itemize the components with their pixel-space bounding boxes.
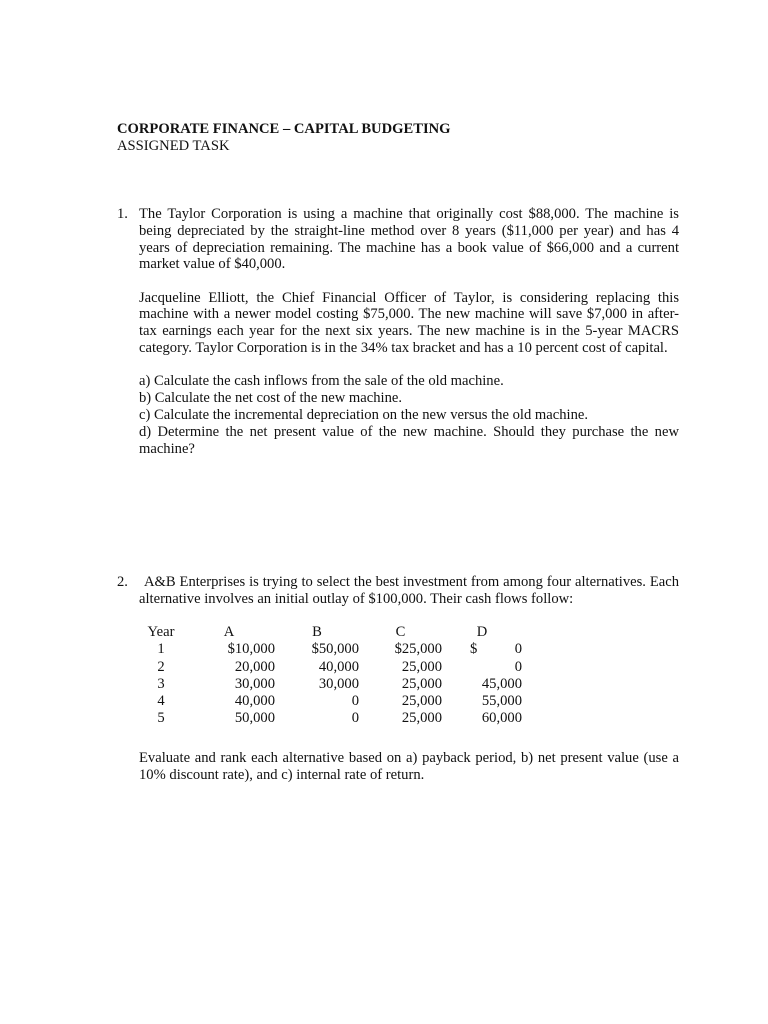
table-cell-year: 4 bbox=[157, 692, 165, 709]
table-row bbox=[139, 676, 522, 693]
table-cell-b: 40,000 bbox=[318, 658, 359, 675]
table-cell-d bbox=[442, 676, 522, 693]
table-cell-a: $10,000 bbox=[227, 641, 275, 658]
question-2-intro: A&B Enterprises is trying to select the best investment from among four alternatives. Each alternative involves an initial outlay of $100,000. Their cash flows follow: bbox=[139, 574, 679, 607]
table-row bbox=[139, 710, 522, 727]
question-1-body bbox=[139, 206, 679, 457]
table-row bbox=[139, 641, 522, 658]
document-title: CORPORATE FINANCE – CAPITAL BUDGETING bbox=[117, 121, 451, 137]
table-header-year: Year bbox=[147, 624, 175, 641]
question-1-part-c: c) Calculate the incremental depreciation on the new versus the old machine. bbox=[139, 406, 588, 423]
table-cell-year: 1 bbox=[157, 641, 165, 658]
table-cell-a: 20,000 bbox=[234, 658, 275, 675]
table-cell-b: 30,000 bbox=[318, 675, 359, 692]
table-header-row bbox=[139, 624, 522, 641]
table-header-b: B bbox=[312, 624, 322, 641]
table-cell-c: 25,000 bbox=[401, 692, 442, 709]
question-2-closing: Evaluate and rank each alternative based on a) payback period, b) net present value (use a 10% discount rate), and c) internal rate of return. bbox=[139, 750, 679, 783]
table-cell-year: 2 bbox=[157, 658, 165, 675]
table-cell-d bbox=[442, 641, 522, 658]
question-1-part-a: a) Calculate the cash inflows from the sale of the old machine. bbox=[139, 373, 504, 390]
table-cell-d-currency: $ bbox=[470, 641, 478, 658]
table-cell-d bbox=[442, 693, 522, 710]
table-cell-b: 0 bbox=[351, 710, 359, 727]
table-cell-c: 25,000 bbox=[401, 658, 442, 675]
question-1-paragraph-1: The Taylor Corporation is using a machine that originally cost $88,000. The machine is being depreciated by the straight-line method over 8 years ($11,000 per year) and has 4 years of depreciation remaining. The machine has a book value of $66,000 and a current market value of $40,000. bbox=[139, 206, 679, 273]
table-cell-d bbox=[442, 658, 522, 675]
table-cell-d bbox=[442, 710, 522, 727]
question-1-part-d: d) Determine the net present value of the new machine. Should they purchase the new machine? bbox=[139, 423, 679, 457]
cash-flow-table bbox=[139, 624, 522, 727]
table-row bbox=[139, 658, 522, 675]
table-header-c: C bbox=[395, 624, 406, 641]
table-cell-c: $25,000 bbox=[394, 641, 442, 658]
table-cell-d-value: 0 bbox=[514, 641, 522, 658]
table-cell-c: 25,000 bbox=[401, 675, 442, 692]
table-cell-d-value: 60,000 bbox=[481, 710, 522, 727]
table-cell-b: $50,000 bbox=[311, 641, 359, 658]
table-cell-c: 25,000 bbox=[401, 710, 442, 727]
table-cell-d-value: 45,000 bbox=[481, 675, 522, 692]
table-header-a: A bbox=[223, 624, 235, 641]
table-cell-a: 30,000 bbox=[234, 675, 275, 692]
question-1-paragraph-2: Jacqueline Elliott, the Chief Financial Officer of Taylor, is considering replacing this machine with a newer model costing $75,000. The new machine will save $7,000 in after-tax earnings each year for the next six years. The new machine is in the 5-year MACRS category. Taylor Corporation is in the 34% tax bracket and has a 10 percent cost of capital. bbox=[139, 289, 679, 357]
question-1-number: 1. bbox=[117, 206, 128, 222]
document-subtitle: ASSIGNED TASK bbox=[117, 138, 230, 154]
table-header-d: D bbox=[476, 624, 488, 641]
question-2-number: 2. bbox=[117, 574, 128, 590]
table-cell-d-value: 55,000 bbox=[481, 692, 522, 709]
table-cell-year: 3 bbox=[157, 675, 165, 692]
table-cell-a: 40,000 bbox=[234, 692, 275, 709]
question-1-part-b: b) Calculate the net cost of the new machine. bbox=[139, 390, 402, 407]
table-cell-b: 0 bbox=[351, 692, 359, 709]
table-cell-a: 50,000 bbox=[234, 710, 275, 727]
table-cell-d-value: 0 bbox=[514, 658, 522, 675]
table-cell-year: 5 bbox=[157, 710, 165, 727]
table-row bbox=[139, 693, 522, 710]
question-1-parts bbox=[139, 373, 679, 457]
